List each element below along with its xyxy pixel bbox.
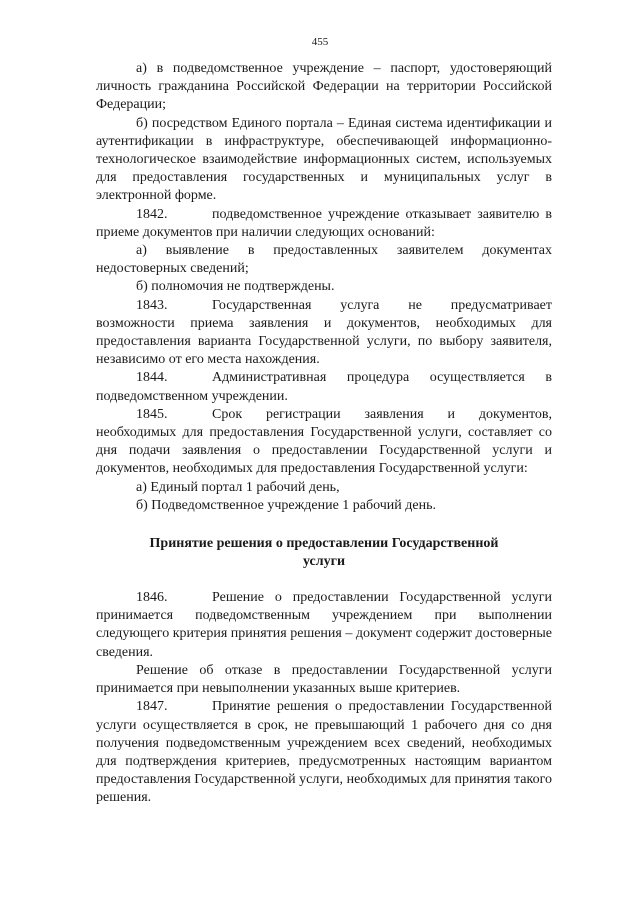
paragraph-item-b-1: б) посредством Единого портала – Единая система идентификации и аутентификации в инфраструктуре, обеспечивающей информационно-технологическое взаимодействие информационных систем, используемых для предоставления государственных и муниципальных услуг в электронной форме. [96, 115, 552, 204]
clause-number: 1842. [136, 206, 168, 222]
page-number: 455 [311, 36, 329, 48]
paragraph-1844: 1844. Административная процедура осуществляется в подведомственном учреждении. [96, 370, 552, 404]
clause-number: 1846. [136, 590, 168, 606]
clause-number: 1845. [136, 406, 168, 422]
clause-number: 1847. [136, 699, 168, 715]
paragraph-item-b-3: б) Подведомственное учреждение 1 рабочий день. [136, 497, 437, 513]
paragraph-item-a-1: а) в подведомственное учреждение – паспорт, удостоверяющий личность гражданина Российской Федерации на территории Российской Федерации; [96, 61, 552, 113]
paragraph-refusal: Решение об отказе в предоставлении Государственной услуги принимается при невыполнении указанных выше критериев. [96, 662, 552, 697]
paragraph-item-a-2: а) выявление в предоставленных заявителем документах недостоверных сведений; [96, 243, 552, 277]
paragraph-1843: 1843. Государственная услуга не предусматривает возможности приема заявления и документов, необходимых для предоставления варианта Государственной услуги, по выбору заявителя, независимо от его места нахождения. [96, 297, 552, 368]
document-body [96, 60, 552, 808]
clause-number: 1844. [136, 370, 168, 386]
section-heading: Принятие решения о предоставлении Государственной услуги [149, 536, 499, 570]
paragraph-item-b-2: б) полномочия не подтверждены. [136, 279, 335, 295]
paragraph-1847: 1847. Принятие решения о предоставлении Государственной услуги осуществляется в срок, не превышающий 1 рабочего дня со дня получения подведомственным учреждением всех сведений, необходимых для подтверждения критериев, предусмотренных настоящим вариантом предоставления Государственной услуги, необходимых для принятия такого решения. [96, 699, 552, 806]
paragraph-1842: 1842. подведомственное учреждение отказывает заявителю в приеме документов при наличии следующих оснований: [96, 206, 552, 240]
clause-number: 1843. [136, 297, 168, 313]
paragraph-1846: 1846. Решение о предоставлении Государственной услуги принимается подведомственным учреждением при выполнении следующего критерия принятия решения – документ содержит достоверные сведения. [96, 590, 552, 660]
paragraph-item-a-3: а) Единый портал 1 рабочий день, [136, 479, 340, 495]
paragraph-1845: 1845. Срок регистрации заявления и документов, необходимых для предоставления Государственной услуги, составляет со дня подачи заявления о предоставлении Государственной услуги и документов, необходимых для предоставления Государственной услуги: [96, 406, 552, 477]
